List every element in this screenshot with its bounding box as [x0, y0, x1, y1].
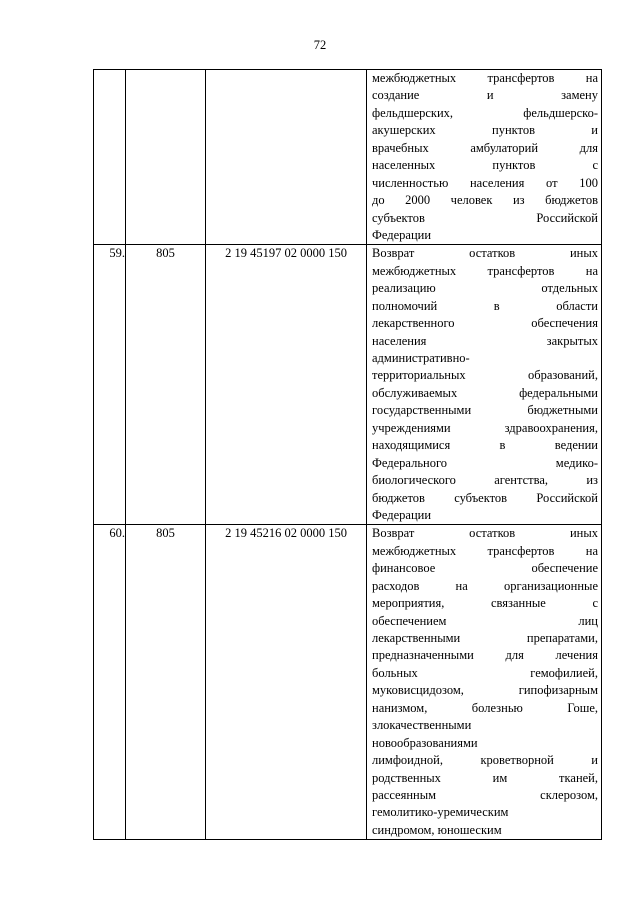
description-line: бюджетов субъектов Российской: [372, 490, 598, 505]
description-line: Возврат остатков иных: [372, 246, 598, 261]
table-row: [94, 70, 602, 245]
description-line: Федерации: [372, 227, 432, 242]
description-line: обеспечением лиц: [372, 613, 598, 628]
admin-code-cell: 805: [126, 525, 206, 840]
description-line: Федерации: [372, 507, 432, 522]
description-line: акушерских пунктов и: [372, 123, 598, 138]
description-line: фельдшерских, фельдшерско-: [372, 105, 598, 120]
description-line: населенных пунктов с: [372, 158, 598, 173]
table-row: [94, 525, 602, 840]
row-number-cell: 60.: [94, 525, 126, 840]
description-line: создание и замену: [372, 88, 598, 103]
description-line: финансовое обеспечение: [372, 561, 598, 576]
description-line: государственными бюджетными: [372, 403, 598, 418]
description-line: межбюджетных трансфертов на: [372, 263, 598, 278]
description-line: врачебных амбулаторий для: [372, 140, 598, 155]
description-line: новообразованиями: [372, 735, 478, 750]
description-line: гемолитико-уремическим: [372, 805, 509, 820]
description-line: рассеянным склерозом,: [372, 787, 598, 802]
description-line: родственных им тканей,: [372, 770, 598, 785]
description-line: территориальных образований,: [372, 368, 598, 383]
description-line: межбюджетных трансфертов на: [372, 543, 598, 558]
description-line: биологического агентства, из: [372, 473, 598, 488]
description-line: населения закрытых: [372, 333, 598, 348]
description-cell: [367, 525, 602, 840]
row-number-cell: 59.: [94, 245, 126, 525]
description-line: больных гемофилией,: [372, 665, 598, 680]
description-line: находящимися в ведении: [372, 438, 598, 453]
description-line: лимфоидной, кроветворной и: [372, 753, 598, 768]
description-line: злокачественными: [372, 718, 472, 733]
description-line: нанизмом, болезнью Гоше,: [372, 700, 598, 715]
description-cell: [367, 245, 602, 525]
description-line: мероприятия, связанные с: [372, 596, 598, 611]
description-line: до 2000 человек из бюджетов: [372, 193, 598, 208]
description-cell: [367, 70, 602, 245]
description-line: обслуживаемых федеральными: [372, 385, 598, 400]
description-line: Возврат остатков иных: [372, 526, 598, 541]
description-line: Федерального медико-: [372, 455, 598, 470]
description-line: расходов на организационные: [372, 578, 598, 593]
description-line: полномочий в области: [372, 298, 598, 313]
page-number: 72: [313, 38, 327, 52]
budget-code-cell: 2 19 45216 02 0000 150: [206, 525, 367, 840]
budget-table: [93, 69, 602, 840]
description-line: лекарственными препаратами,: [372, 631, 598, 645]
admin-code-cell: [126, 70, 206, 245]
budget-code-cell: [206, 70, 367, 245]
description-line: муковисцидозом, гипофизарным: [372, 683, 598, 698]
budget-code-cell: 2 19 45197 02 0000 150: [206, 245, 367, 525]
description-line: лекарственного обеспечения: [372, 316, 598, 331]
description-line: численностью населения от 100: [372, 175, 598, 190]
table-row: [94, 245, 602, 525]
description-line: межбюджетных трансфертов на: [372, 71, 598, 85]
row-number-cell: [94, 70, 126, 245]
description-line: учреждениями здравоохранения,: [372, 420, 598, 435]
description-line: предназначенными для лечения: [372, 648, 598, 663]
table-body: [94, 70, 602, 840]
description-line: реализацию отдельных: [372, 281, 598, 296]
description-line: административно-: [372, 351, 470, 365]
admin-code-cell: 805: [126, 245, 206, 525]
description-line: синдромом, юношеским: [372, 822, 502, 837]
description-line: субъектов Российской: [372, 210, 598, 225]
